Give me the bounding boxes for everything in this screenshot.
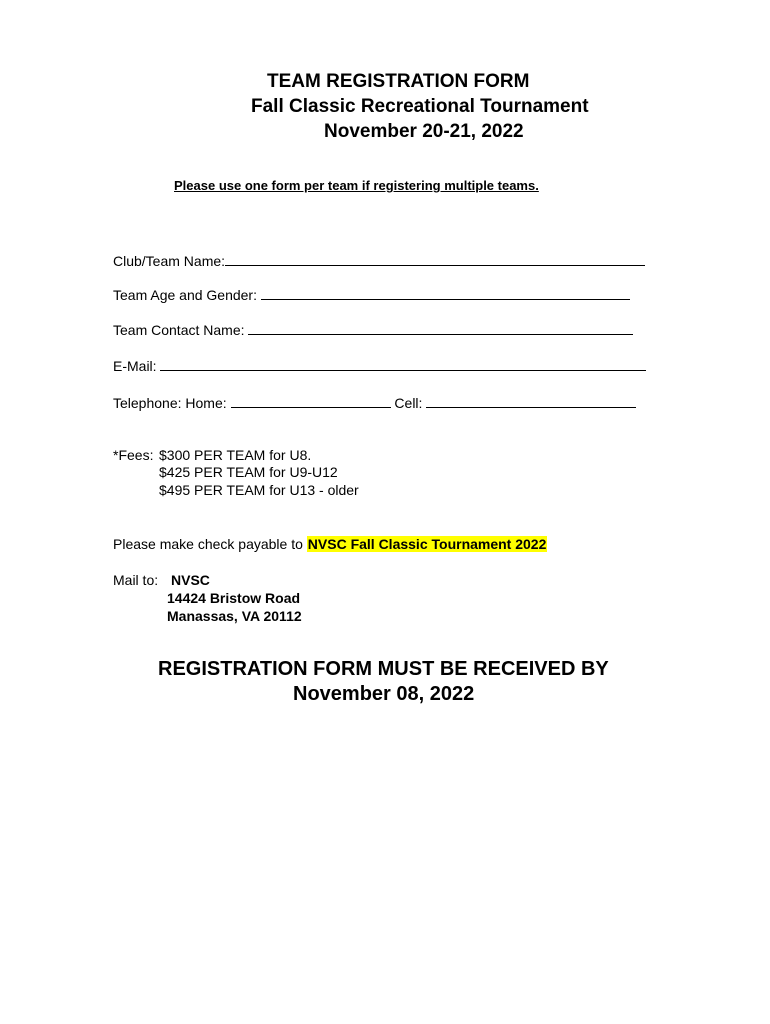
team-age-gender-blank[interactable] xyxy=(261,285,630,300)
deadline-notice: REGISTRATION FORM MUST BE RECEIVED BY xyxy=(158,658,609,680)
team-age-gender-label: Team Age and Gender: xyxy=(113,287,257,303)
payee-name: NVSC Fall Classic Tournament 2022 xyxy=(307,536,547,552)
form-title: TEAM REGISTRATION FORM xyxy=(267,71,530,92)
deadline-date: November 08, 2022 xyxy=(293,683,475,705)
team-contact-name-blank[interactable] xyxy=(248,320,633,335)
team-contact-name-label: Team Contact Name: xyxy=(113,322,245,338)
mail-address-line: 14424 Bristow Road xyxy=(167,590,301,606)
email-label: E-Mail: xyxy=(113,358,157,374)
fee-item: $495 PER TEAM for U13 - older xyxy=(159,482,359,498)
payment-text: Please make check payable to xyxy=(113,536,307,552)
payment-instruction xyxy=(113,535,547,553)
telephone-field[interactable] xyxy=(113,393,636,412)
fee-item: $300 PER TEAM for U8. xyxy=(159,447,312,463)
club-team-name-blank[interactable] xyxy=(225,251,645,266)
instruction-note: Please use one form per team if registering multiple teams. xyxy=(174,178,539,193)
fee-item: $425 PER TEAM for U9-U12 xyxy=(159,464,338,480)
telephone-home-blank[interactable] xyxy=(231,393,391,408)
club-team-name-label: Club/Team Name: xyxy=(113,253,226,269)
telephone-cell-blank[interactable] xyxy=(426,393,636,408)
mail-to-label: Mail to: xyxy=(113,572,159,588)
team-age-gender-field[interactable] xyxy=(113,285,630,304)
team-contact-name-field[interactable] xyxy=(113,320,633,339)
tournament-dates: November 20-21, 2022 xyxy=(324,121,524,142)
telephone-home-label: Telephone: Home: xyxy=(113,395,227,411)
fees-label: *Fees: xyxy=(113,447,154,463)
mail-address-line: NVSC xyxy=(171,572,210,588)
tournament-name: Fall Classic Recreational Tournament xyxy=(251,96,589,117)
email-field[interactable] xyxy=(113,356,646,375)
club-team-name-field[interactable] xyxy=(113,251,645,270)
telephone-cell-label: Cell: xyxy=(394,395,423,411)
email-blank[interactable] xyxy=(160,356,646,371)
mail-address-line: Manassas, VA 20112 xyxy=(167,608,302,624)
